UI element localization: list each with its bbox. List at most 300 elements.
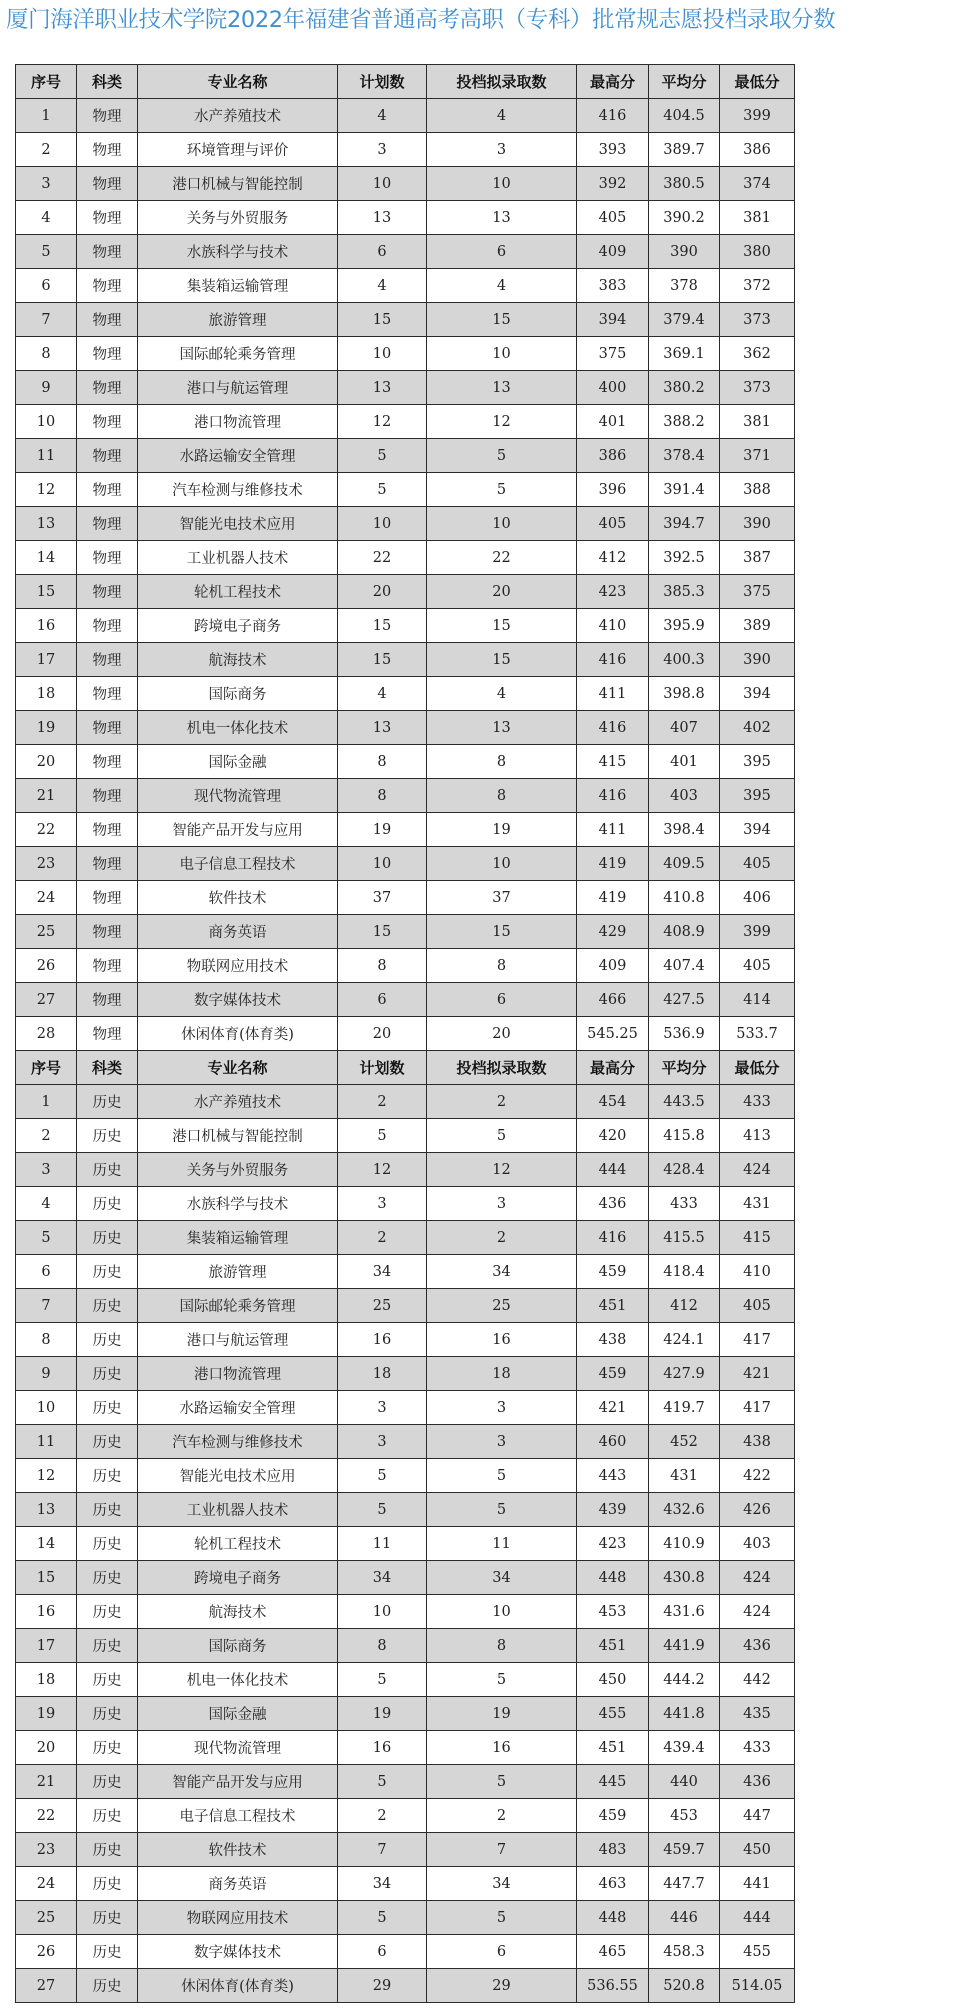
cell-plan: 22 [338,541,427,575]
cell-seq: 13 [16,507,77,541]
cell-max-score: 409 [577,949,649,983]
cell-category: 物理 [77,915,138,949]
cell-min-score: 399 [720,99,795,133]
cell-max-score: 401 [577,405,649,439]
cell-max-score: 444 [577,1153,649,1187]
table-row [16,507,795,541]
cell-seq: 23 [16,847,77,881]
cell-admitted: 10 [427,507,577,541]
cell-avg-score: 398.8 [649,677,720,711]
cell-major: 水族科学与技术 [138,235,338,269]
cell-min-score: 386 [720,133,795,167]
cell-seq: 3 [16,1153,77,1187]
cell-plan: 3 [338,1187,427,1221]
cell-max-score: 451 [577,1731,649,1765]
cell-major: 软件技术 [138,1833,338,1867]
cell-avg-score: 369.1 [649,337,720,371]
cell-seq: 10 [16,1391,77,1425]
cell-admitted: 12 [427,405,577,439]
table-row [16,1459,795,1493]
cell-avg-score: 407 [649,711,720,745]
cell-plan: 10 [338,337,427,371]
cell-plan: 29 [338,1969,427,2003]
cell-max-score: 419 [577,847,649,881]
cell-seq: 5 [16,235,77,269]
cell-category: 物理 [77,269,138,303]
table-row [16,1119,795,1153]
table-row [16,303,795,337]
table-row [16,1187,795,1221]
cell-max-score: 459 [577,1799,649,1833]
cell-plan: 10 [338,1595,427,1629]
table-row [16,473,795,507]
cell-min-score: 436 [720,1629,795,1663]
cell-admitted: 20 [427,575,577,609]
cell-min-score: 362 [720,337,795,371]
cell-major: 水路运输安全管理 [138,439,338,473]
cell-avg-score: 394.7 [649,507,720,541]
cell-seq: 14 [16,541,77,575]
cell-plan: 18 [338,1357,427,1391]
cell-major: 关务与外贸服务 [138,1153,338,1187]
cell-min-score: 421 [720,1357,795,1391]
cell-max-score: 483 [577,1833,649,1867]
cell-seq: 8 [16,337,77,371]
table-row [16,1969,795,2003]
cell-avg-score: 401 [649,745,720,779]
cell-seq: 15 [16,575,77,609]
cell-max-score: 405 [577,507,649,541]
cell-avg-score: 427.5 [649,983,720,1017]
cell-category: 物理 [77,1017,138,1051]
cell-category: 历史 [77,1323,138,1357]
cell-max-score: 545.25 [577,1017,649,1051]
cell-avg-score: 441.9 [649,1629,720,1663]
cell-admitted: 3 [427,133,577,167]
cell-plan: 3 [338,133,427,167]
column-header-plan: 计划数 [338,1051,427,1085]
cell-min-score: 394 [720,813,795,847]
cell-max-score: 438 [577,1323,649,1357]
cell-plan: 10 [338,167,427,201]
cell-major: 集装箱运输管理 [138,269,338,303]
cell-admitted: 10 [427,1595,577,1629]
table-row [16,949,795,983]
table-row [16,711,795,745]
cell-category: 物理 [77,813,138,847]
cell-seq: 7 [16,1289,77,1323]
cell-avg-score: 441.8 [649,1697,720,1731]
cell-major: 轮机工程技术 [138,1527,338,1561]
cell-seq: 1 [16,99,77,133]
cell-admitted: 3 [427,1391,577,1425]
cell-admitted: 2 [427,1221,577,1255]
cell-min-score: 389 [720,609,795,643]
cell-max-score: 393 [577,133,649,167]
cell-seq: 11 [16,1425,77,1459]
cell-seq: 25 [16,915,77,949]
cell-min-score: 387 [720,541,795,575]
cell-seq: 19 [16,711,77,745]
cell-plan: 5 [338,1765,427,1799]
cell-min-score: 438 [720,1425,795,1459]
cell-major: 工业机器人技术 [138,1493,338,1527]
cell-min-score: 395 [720,745,795,779]
cell-admitted: 16 [427,1323,577,1357]
cell-min-score: 441 [720,1867,795,1901]
cell-major: 水产养殖技术 [138,99,338,133]
cell-major: 轮机工程技术 [138,575,338,609]
cell-avg-score: 404.5 [649,99,720,133]
cell-min-score: 374 [720,167,795,201]
cell-min-score: 444 [720,1901,795,1935]
cell-plan: 6 [338,1935,427,1969]
cell-admitted: 3 [427,1425,577,1459]
cell-avg-score: 407.4 [649,949,720,983]
table-row [16,745,795,779]
cell-seq: 27 [16,1969,77,2003]
cell-avg-score: 380.5 [649,167,720,201]
cell-category: 历史 [77,1425,138,1459]
cell-category: 历史 [77,1459,138,1493]
cell-category: 物理 [77,133,138,167]
cell-max-score: 423 [577,1527,649,1561]
cell-category: 历史 [77,1595,138,1629]
column-header-category: 科类 [77,1051,138,1085]
cell-min-score: 514.05 [720,1969,795,2003]
cell-avg-score: 380.2 [649,371,720,405]
cell-category: 物理 [77,167,138,201]
cell-avg-score: 390.2 [649,201,720,235]
cell-plan: 20 [338,575,427,609]
cell-seq: 19 [16,1697,77,1731]
cell-avg-score: 410.8 [649,881,720,915]
cell-avg-score: 388.2 [649,405,720,439]
cell-plan: 15 [338,609,427,643]
table-row [16,575,795,609]
cell-admitted: 6 [427,983,577,1017]
cell-category: 历史 [77,1119,138,1153]
cell-seq: 21 [16,1765,77,1799]
cell-min-score: 380 [720,235,795,269]
cell-min-score: 405 [720,847,795,881]
table-row [16,1085,795,1119]
cell-avg-score: 427.9 [649,1357,720,1391]
cell-plan: 15 [338,915,427,949]
table-row [16,1391,795,1425]
cell-min-score: 381 [720,201,795,235]
cell-min-score: 375 [720,575,795,609]
cell-avg-score: 389.7 [649,133,720,167]
cell-major: 国际金融 [138,745,338,779]
cell-min-score: 395 [720,779,795,813]
admission-score-table [15,64,795,2003]
cell-category: 历史 [77,1901,138,1935]
cell-admitted: 12 [427,1153,577,1187]
cell-min-score: 371 [720,439,795,473]
cell-seq: 16 [16,609,77,643]
cell-plan: 12 [338,1153,427,1187]
column-header-avg-score: 平均分 [649,65,720,99]
cell-min-score: 372 [720,269,795,303]
cell-plan: 20 [338,1017,427,1051]
cell-category: 历史 [77,1527,138,1561]
cell-admitted: 11 [427,1527,577,1561]
cell-avg-score: 444.2 [649,1663,720,1697]
cell-avg-score: 458.3 [649,1935,720,1969]
cell-min-score: 406 [720,881,795,915]
cell-admitted: 34 [427,1561,577,1595]
cell-avg-score: 395.9 [649,609,720,643]
cell-avg-score: 418.4 [649,1255,720,1289]
cell-admitted: 25 [427,1289,577,1323]
cell-category: 历史 [77,1765,138,1799]
cell-seq: 16 [16,1595,77,1629]
cell-max-score: 416 [577,779,649,813]
table-row [16,99,795,133]
cell-min-score: 450 [720,1833,795,1867]
table-row [16,371,795,405]
cell-max-score: 445 [577,1765,649,1799]
cell-plan: 2 [338,1085,427,1119]
cell-major: 机电一体化技术 [138,1663,338,1697]
column-header-min-score: 最低分 [720,65,795,99]
table-row [16,1493,795,1527]
cell-admitted: 2 [427,1085,577,1119]
cell-max-score: 450 [577,1663,649,1697]
cell-seq: 18 [16,1663,77,1697]
table-row [16,847,795,881]
cell-category: 物理 [77,711,138,745]
cell-min-score: 410 [720,1255,795,1289]
cell-avg-score: 432.6 [649,1493,720,1527]
cell-admitted: 8 [427,745,577,779]
cell-category: 历史 [77,1187,138,1221]
cell-admitted: 7 [427,1833,577,1867]
cell-min-score: 533.7 [720,1017,795,1051]
cell-category: 物理 [77,507,138,541]
cell-major: 物联网应用技术 [138,949,338,983]
table-row [16,1731,795,1765]
column-header-category: 科类 [77,65,138,99]
cell-plan: 15 [338,643,427,677]
cell-avg-score: 391.4 [649,473,720,507]
table-row [16,1357,795,1391]
cell-max-score: 400 [577,371,649,405]
cell-avg-score: 431.6 [649,1595,720,1629]
cell-min-score: 417 [720,1323,795,1357]
cell-seq: 7 [16,303,77,337]
cell-plan: 4 [338,99,427,133]
cell-major: 商务英语 [138,915,338,949]
column-header-admitted: 投档拟录取数 [427,65,577,99]
cell-admitted: 37 [427,881,577,915]
cell-seq: 24 [16,1867,77,1901]
cell-admitted: 5 [427,1119,577,1153]
cell-admitted: 34 [427,1255,577,1289]
cell-seq: 10 [16,405,77,439]
cell-category: 物理 [77,235,138,269]
cell-admitted: 13 [427,201,577,235]
cell-avg-score: 424.1 [649,1323,720,1357]
cell-max-score: 410 [577,609,649,643]
table-row [16,133,795,167]
table-row [16,1901,795,1935]
cell-major: 港口机械与智能控制 [138,1119,338,1153]
cell-seq: 17 [16,643,77,677]
cell-category: 物理 [77,609,138,643]
cell-min-score: 399 [720,915,795,949]
cell-avg-score: 431 [649,1459,720,1493]
table-row [16,1255,795,1289]
cell-avg-score: 385.3 [649,575,720,609]
cell-plan: 13 [338,371,427,405]
table-row [16,779,795,813]
page-title: 厦门海洋职业技术学院2022年福建省普通高考高职（专科）批常规志愿投档录取分数 [6,7,836,33]
cell-max-score: 429 [577,915,649,949]
cell-major: 数字媒体技术 [138,983,338,1017]
cell-max-score: 448 [577,1561,649,1595]
cell-avg-score: 408.9 [649,915,720,949]
cell-max-score: 416 [577,1221,649,1255]
cell-admitted: 10 [427,337,577,371]
cell-max-score: 454 [577,1085,649,1119]
cell-admitted: 29 [427,1969,577,2003]
cell-plan: 37 [338,881,427,915]
cell-plan: 2 [338,1799,427,1833]
cell-major: 工业机器人技术 [138,541,338,575]
cell-category: 物理 [77,575,138,609]
cell-max-score: 423 [577,575,649,609]
cell-admitted: 15 [427,609,577,643]
table-row [16,1697,795,1731]
cell-plan: 8 [338,1629,427,1663]
cell-max-score: 412 [577,541,649,575]
cell-avg-score: 439.4 [649,1731,720,1765]
cell-major: 智能光电技术应用 [138,507,338,541]
cell-admitted: 8 [427,779,577,813]
cell-major: 智能产品开发与应用 [138,813,338,847]
cell-max-score: 396 [577,473,649,507]
cell-category: 物理 [77,371,138,405]
cell-min-score: 422 [720,1459,795,1493]
column-header-min-score: 最低分 [720,1051,795,1085]
cell-seq: 5 [16,1221,77,1255]
cell-category: 物理 [77,473,138,507]
cell-major: 物联网应用技术 [138,1901,338,1935]
cell-plan: 19 [338,1697,427,1731]
cell-min-score: 388 [720,473,795,507]
table-row [16,1289,795,1323]
cell-category: 物理 [77,643,138,677]
cell-admitted: 15 [427,303,577,337]
table-row [16,1221,795,1255]
cell-plan: 5 [338,439,427,473]
cell-min-score: 424 [720,1153,795,1187]
cell-category: 物理 [77,405,138,439]
table-row [16,405,795,439]
cell-plan: 8 [338,779,427,813]
cell-major: 旅游管理 [138,1255,338,1289]
table-header-row [16,1051,795,1085]
cell-seq: 1 [16,1085,77,1119]
cell-plan: 3 [338,1425,427,1459]
cell-major: 休闲体育(体育类) [138,1969,338,2003]
cell-avg-score: 410.9 [649,1527,720,1561]
table-row [16,915,795,949]
table-row [16,1425,795,1459]
cell-seq: 27 [16,983,77,1017]
cell-min-score: 433 [720,1731,795,1765]
cell-admitted: 13 [427,371,577,405]
column-header-max-score: 最高分 [577,1051,649,1085]
cell-avg-score: 403 [649,779,720,813]
cell-max-score: 383 [577,269,649,303]
cell-major: 软件技术 [138,881,338,915]
cell-plan: 5 [338,1119,427,1153]
cell-plan: 34 [338,1867,427,1901]
table-row [16,1595,795,1629]
cell-max-score: 375 [577,337,649,371]
cell-category: 物理 [77,439,138,473]
cell-major: 现代物流管理 [138,779,338,813]
cell-major: 国际邮轮乘务管理 [138,337,338,371]
cell-min-score: 447 [720,1799,795,1833]
cell-major: 商务英语 [138,1867,338,1901]
column-header-seq: 序号 [16,1051,77,1085]
cell-major: 汽车检测与维修技术 [138,473,338,507]
cell-max-score: 415 [577,745,649,779]
cell-min-score: 402 [720,711,795,745]
cell-avg-score: 415.8 [649,1119,720,1153]
table-header-row [16,65,795,99]
cell-min-score: 436 [720,1765,795,1799]
cell-major: 休闲体育(体育类) [138,1017,338,1051]
cell-category: 物理 [77,779,138,813]
cell-max-score: 455 [577,1697,649,1731]
cell-max-score: 459 [577,1357,649,1391]
cell-major: 集装箱运输管理 [138,1221,338,1255]
column-header-seq: 序号 [16,65,77,99]
cell-seq: 26 [16,1935,77,1969]
cell-seq: 20 [16,745,77,779]
cell-max-score: 386 [577,439,649,473]
cell-seq: 6 [16,269,77,303]
cell-seq: 23 [16,1833,77,1867]
cell-plan: 6 [338,983,427,1017]
cell-major: 智能产品开发与应用 [138,1765,338,1799]
cell-max-score: 536.55 [577,1969,649,2003]
table-row [16,269,795,303]
cell-seq: 4 [16,1187,77,1221]
cell-max-score: 448 [577,1901,649,1935]
cell-seq: 26 [16,949,77,983]
cell-category: 历史 [77,1255,138,1289]
table-row [16,677,795,711]
cell-min-score: 426 [720,1493,795,1527]
cell-max-score: 465 [577,1935,649,1969]
cell-major: 港口与航运管理 [138,371,338,405]
cell-admitted: 22 [427,541,577,575]
cell-admitted: 4 [427,269,577,303]
table-row [16,813,795,847]
cell-plan: 19 [338,813,427,847]
cell-category: 历史 [77,1935,138,1969]
cell-admitted: 5 [427,1493,577,1527]
cell-admitted: 2 [427,1799,577,1833]
cell-max-score: 392 [577,167,649,201]
cell-plan: 6 [338,235,427,269]
